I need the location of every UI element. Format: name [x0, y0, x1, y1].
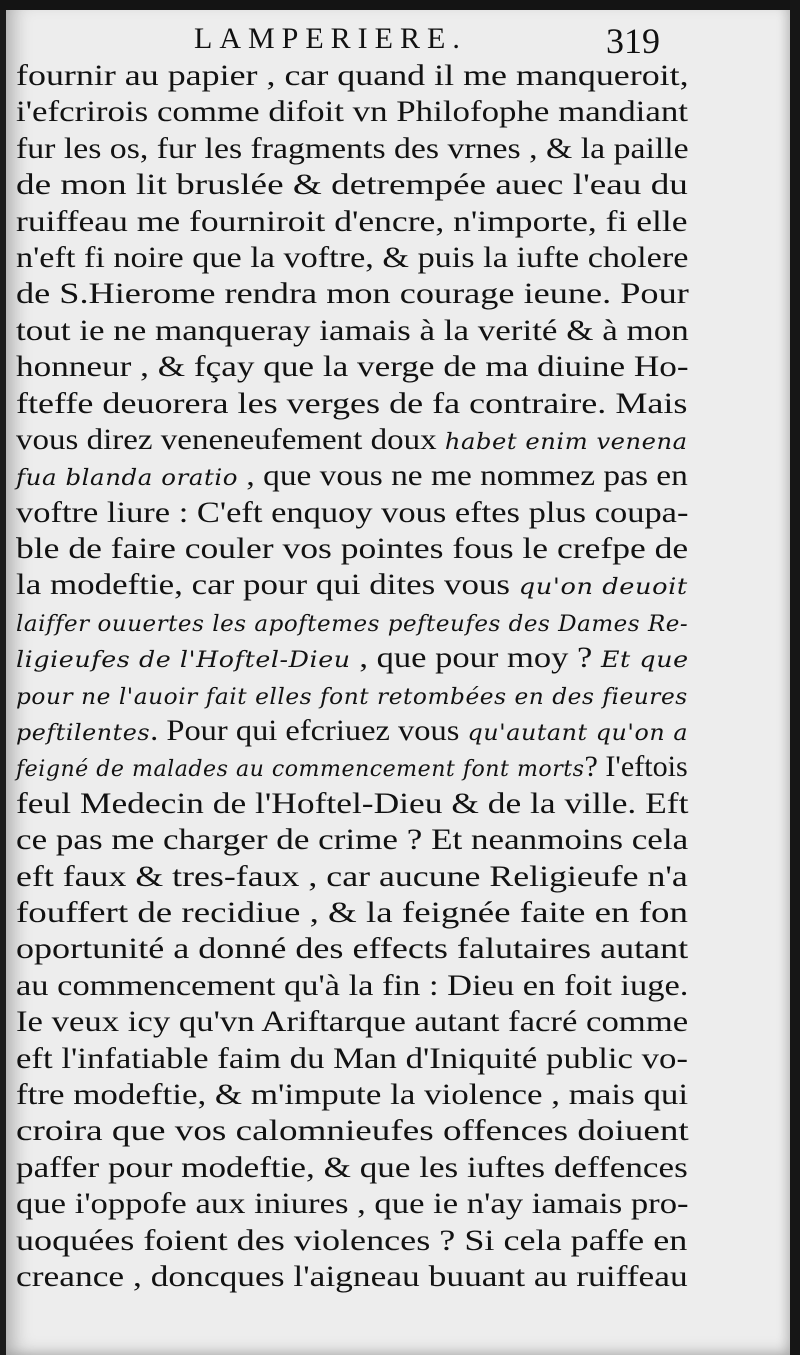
roman-text: uoquées foient des violences ? Si cela paffe en	[16, 1223, 688, 1257]
text-line	[16, 1113, 800, 1149]
text-line	[16, 386, 800, 422]
text-line	[16, 167, 800, 203]
text-line	[16, 677, 727, 713]
roman-text: ce pas me charger de crime ? Et neanmoins cela	[16, 823, 689, 857]
roman-text: n'eft fi noire que la voftre, & puis la iufte cholere	[16, 240, 689, 274]
italic-text: Et que	[600, 648, 689, 674]
text-line	[16, 204, 800, 240]
italic-text: feigné de malades au commencement font morts	[16, 757, 585, 783]
roman-text: fournir au papier , car quand il me manqueroit,	[16, 59, 689, 92]
text-line	[16, 822, 800, 858]
text-line	[16, 276, 800, 312]
roman-text: ble de faire couler vos pointes fous le crefpe de	[16, 532, 689, 566]
text-line	[16, 895, 800, 931]
roman-text: fur les os, fur les fragments des vrnes , & la paille	[16, 131, 689, 165]
text-line	[16, 640, 789, 676]
italic-text: fua blanda oratio	[16, 466, 239, 492]
text-line	[16, 968, 788, 1004]
text-line	[16, 240, 783, 276]
roman-text: fteffe deuorera les verges de fa contraire. Mais	[16, 386, 688, 420]
text-line	[16, 749, 691, 785]
italic-text: laiffer ouuertes les apoftemes pefteufes des Dames Re-	[16, 611, 689, 637]
text-line	[16, 458, 764, 494]
running-head: LAMPERIERE.	[194, 22, 467, 55]
italic-text: ligieufes de l'Hoftel-Dieu	[16, 648, 351, 674]
text-line	[16, 531, 800, 567]
scan-top-border	[0, 0, 800, 10]
text-line	[16, 859, 800, 895]
text-line	[16, 567, 799, 603]
text-line	[16, 94, 798, 130]
roman-text: paffer pour modeftie, & que les iuftes deffences	[16, 1150, 688, 1184]
text-line	[16, 1041, 795, 1077]
roman-text: , que pour moy ?	[350, 641, 601, 675]
roman-text: que i'oppofe aux iniures , que ie n'ay iamais pro-	[16, 1187, 689, 1221]
italic-text: habet enim venena	[444, 429, 688, 455]
roman-text: . Pour qui efcriuez vous	[150, 714, 468, 748]
text-line	[16, 1150, 800, 1186]
roman-text: ftre modeftie, & m'impute la violence , mais qui	[16, 1077, 689, 1111]
roman-text: de S.Hierome rendra mon courage ieune. Pour	[16, 277, 689, 311]
roman-text: i'efcrirois comme difoit vn Philofophe mandiant	[16, 95, 688, 129]
roman-text: feul Medecin de l'Hoftel-Dieu & de la ville. Eft	[16, 786, 689, 820]
roman-text: croira que vos calomnieufes offences doiuent	[16, 1114, 689, 1148]
text-line	[16, 422, 755, 458]
page-number: 319	[606, 21, 660, 61]
roman-text: voftre liure : C'eft enquoy vous eftes plus coupa-	[16, 495, 689, 529]
roman-text: ? I'eftois	[584, 750, 688, 784]
italic-text: qu'on deuoit	[518, 575, 688, 601]
body-text	[16, 58, 688, 1295]
text-line	[16, 786, 800, 822]
roman-text: honneur , & fçay que la verge de ma diuine Ho-	[16, 350, 689, 384]
roman-text: vous direz veneneufement doux	[16, 422, 445, 456]
text-line	[16, 1077, 799, 1113]
roman-text: ruiffeau me fourniroit d'encre, n'importe, fi elle	[16, 204, 688, 238]
text-line	[16, 131, 773, 167]
roman-text: oportunité a donné des effects falutaires autant	[16, 932, 689, 966]
roman-text: , que vous ne me nommez pas en	[238, 459, 688, 493]
text-line	[16, 495, 788, 531]
italic-text: qu'autant qu'on a	[467, 721, 689, 747]
roman-text: Ie veux icy qu'vn Ariftarque autant facré comme	[16, 1005, 689, 1039]
italic-text: peftilentes	[16, 721, 151, 747]
roman-text: la modeftie, car pour qui dites vous	[16, 568, 519, 602]
roman-text: au commencement qu'à la fin : Dieu en foit iuge.	[16, 968, 689, 1002]
text-line	[16, 349, 800, 385]
text-line	[16, 58, 800, 94]
text-line	[16, 604, 718, 640]
roman-text: eft faux & tres-faux , car aucune Religieufe n'a	[16, 859, 688, 893]
roman-text: de mon lit bruslée & detrempée auec l'eau du	[16, 168, 688, 202]
text-line	[16, 313, 800, 349]
roman-text: tout ie ne manqueray iamais à la verité & à mon	[16, 313, 689, 347]
text-line	[16, 1186, 792, 1222]
roman-text: eft l'infatiable faim du Man d'Iniquité public vo-	[16, 1041, 689, 1075]
text-line	[16, 1259, 800, 1295]
text-line	[16, 931, 800, 967]
text-line	[16, 1223, 800, 1259]
text-line	[16, 1004, 794, 1040]
roman-text: creance , doncques l'aigneau buuant au ruiffeau	[16, 1259, 688, 1293]
text-line	[16, 713, 743, 749]
italic-text: pour ne l'auoir fait elles font retombées en des fieures	[16, 684, 688, 710]
roman-text: fouffert de recidiue , & la feignée faite en fon	[16, 895, 688, 929]
